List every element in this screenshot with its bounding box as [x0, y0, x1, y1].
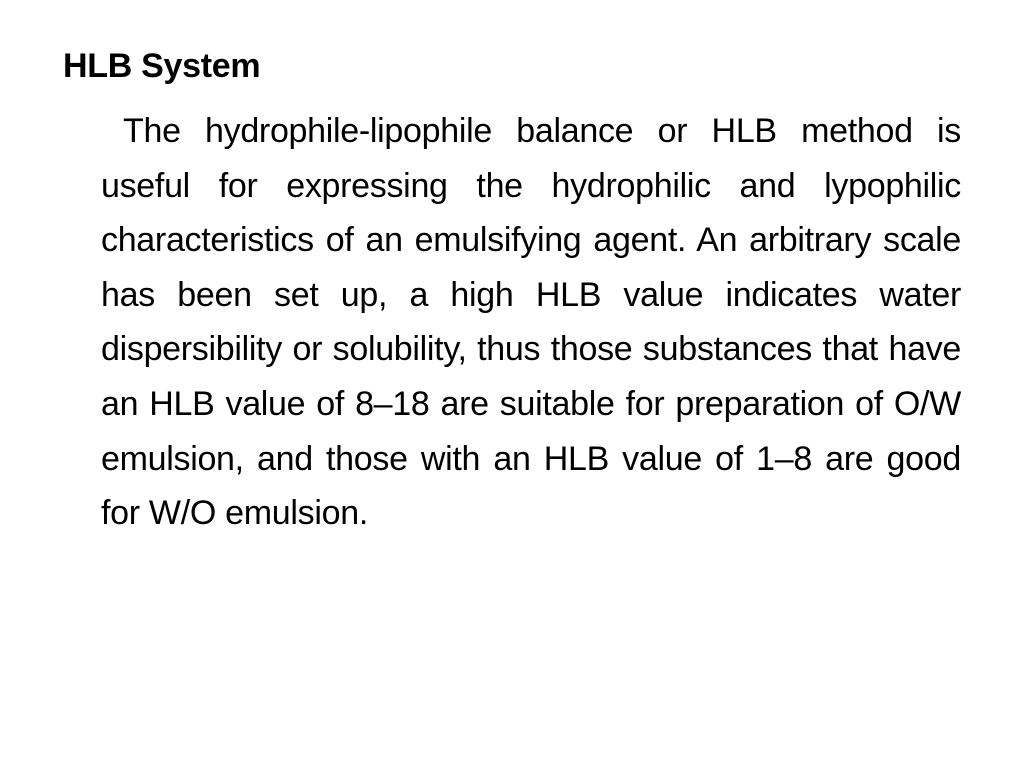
slide-heading: HLB System [63, 47, 261, 85]
slide-body-paragraph: The hydrophile-lipophile balance or HLB method is useful for expressing the hydrophilic and lypophilic characteristics of an emulsifying agent. An arbitrary scale has been set up, a high HLB value indicates water dispersibility or solubility, thus those substances that have an HLB value of 8–18 are suitable for preparation of O/W emulsion, and those with an HLB value of 1–8 are good for W/O emulsion. [101, 112, 961, 533]
